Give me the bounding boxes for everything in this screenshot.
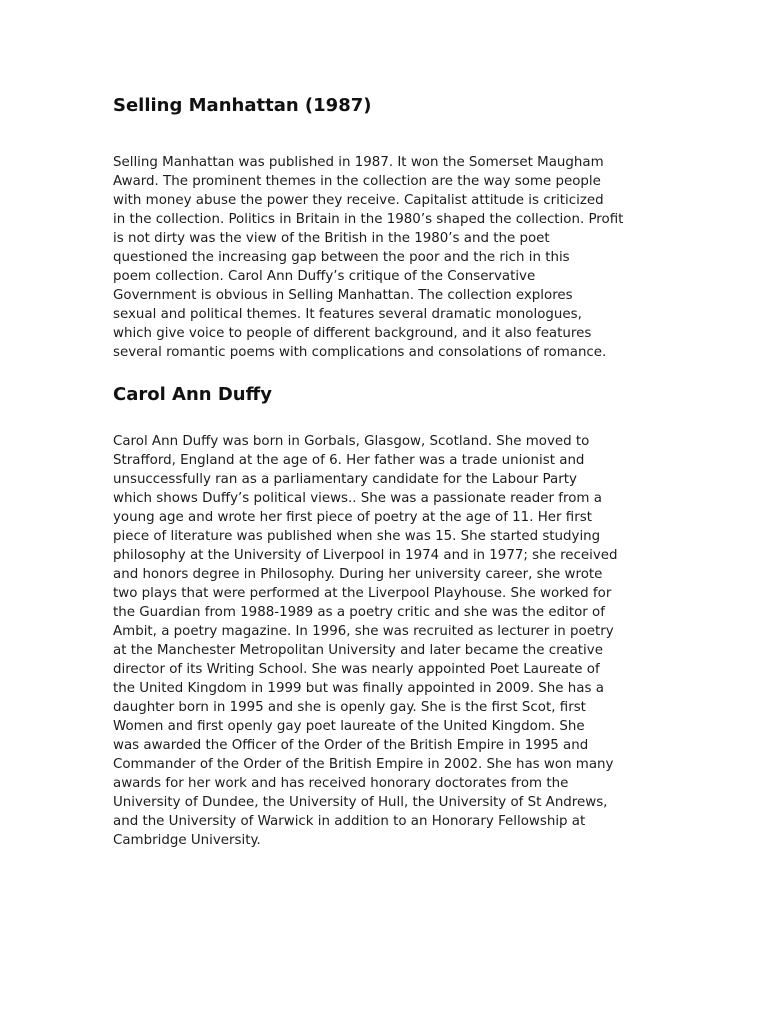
text-line: director of its Writing School. She was nearly appointed Poet Laureate of	[113, 662, 600, 677]
text-line: two plays that were performed at the Liverpool Playhouse. She worked for	[113, 586, 612, 601]
section-body-carol-ann-duffy	[113, 432, 673, 850]
text-line: University of Dundee, the University of Hull, the University of St Andrews,	[113, 795, 608, 810]
text-line: Strafford, England at the age of 6. Her father was a trade unionist and	[113, 453, 585, 468]
text-line: and honors degree in Philosophy. During her university career, she wrote	[113, 567, 603, 582]
text-line: young age and wrote her first piece of poetry at the age of 11. Her first	[113, 510, 592, 525]
text-line: Award. The prominent themes in the collection are the way some people	[113, 174, 601, 189]
text-line: with money abuse the power they receive. Capitalist attitude is criticized	[113, 193, 604, 208]
text-line: piece of literature was published when she was 15. She started studying	[113, 529, 601, 544]
text-line: in the collection. Politics in Britain in the 1980’s shaped the collection. Profit	[113, 212, 624, 227]
text-line: was awarded the Officer of the Order of the British Empire in 1995 and	[113, 738, 589, 753]
text-line: which shows Duffy’s political views.. She was a passionate reader from a	[113, 491, 602, 506]
text-line: which give voice to people of different background, and it also features	[113, 326, 592, 341]
text-line: the United Kingdom in 1999 but was finally appointed in 2009. She has a	[113, 681, 604, 696]
text-line: Ambit, a poetry magazine. In 1996, she was recruited as lecturer in poetry	[113, 624, 614, 639]
text-line: Commander of the Order of the British Empire in 2002. She has won many	[113, 757, 614, 772]
text-line: questioned the increasing gap between the poor and the rich in this	[113, 250, 570, 265]
text-line: daughter born in 1995 and she is openly gay. She is the first Scot, first	[113, 700, 586, 715]
text-line: Selling Manhattan was published in 1987. It won the Somerset Maugham	[113, 155, 604, 170]
text-line: at the Manchester Metropolitan University and later became the creative	[113, 643, 603, 658]
text-line: philosophy at the University of Liverpool in 1974 and in 1977; she received	[113, 548, 618, 563]
text-line: Women and first openly gay poet laureate of the United Kingdom. She	[113, 719, 585, 734]
text-line: the Guardian from 1988-1989 as a poetry critic and she was the editor of	[113, 605, 605, 620]
text-line: and the University of Warwick in addition to an Honorary Fellowship at	[113, 814, 586, 829]
text-line: is not dirty was the view of the British in the 1980’s and the poet	[113, 231, 550, 246]
text-line: several romantic poems with complications and consolations of romance.	[113, 345, 607, 360]
text-line: Government is obvious in Selling Manhattan. The collection explores	[113, 288, 573, 303]
text-line: poem collection. Carol Ann Duffy’s critique of the Conservative	[113, 269, 536, 284]
section-heading-selling-manhattan: Selling Manhattan (1987)	[113, 95, 372, 116]
text-line: sexual and political themes. It features several dramatic monologues,	[113, 307, 582, 322]
text-line: awards for her work and has received honorary doctorates from the	[113, 776, 569, 791]
section-heading-carol-ann-duffy: Carol Ann Duffy	[113, 384, 272, 405]
section-body-selling-manhattan	[113, 153, 673, 362]
text-line: unsuccessfully ran as a parliamentary candidate for the Labour Party	[113, 472, 577, 487]
text-line: Cambridge University.	[113, 833, 261, 848]
text-line: Carol Ann Duffy was born in Gorbals, Glasgow, Scotland. She moved to	[113, 434, 590, 449]
